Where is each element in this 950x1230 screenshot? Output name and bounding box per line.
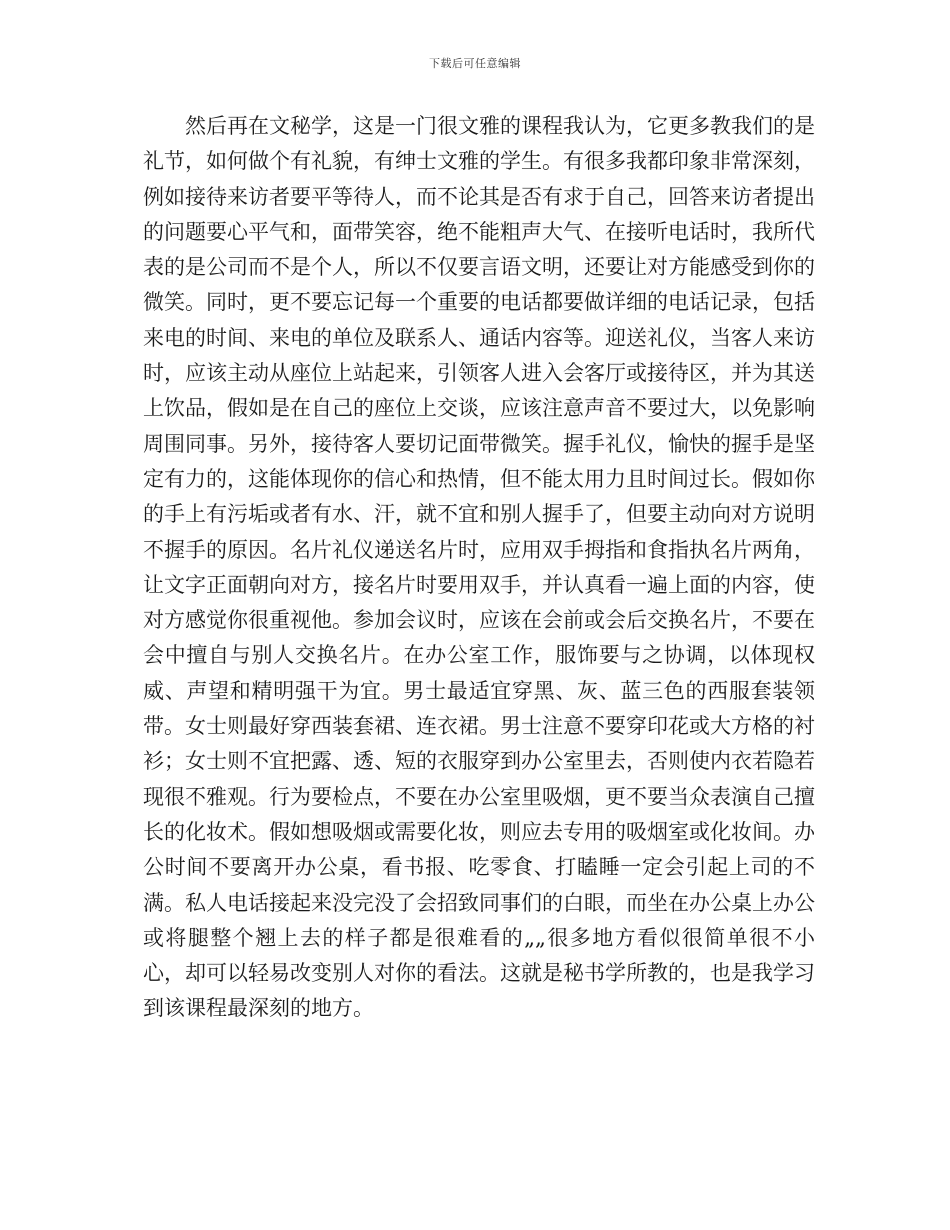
body-paragraph: 然后再在文秘学，这是一门很文雅的课程我认为，它更多教我们的是礼节，如何做个有礼貌，有绅士文雅的学生。有很多我都印象非常深刻，例如接待来访者要平等待人，而不论其是否有求于自己，回答来访者提出的问题要心平气和，面带笑容，绝不能粗声大气、在接听电话时，我所代表的是公司而不是个人，所以不仅要言语文明，还要让对方能感受到你的微笑。同时，更不要忘记每一个重要的电话都要做详细的电话记录，包括来电的时间、来电的单位及联系人、通话内容等。迎送礼仪，当客人来访时，应该主动从座位上站起来，引领客人进入会客厅或接待区，并为其送上饮品，假如是在自己的座位上交谈，应该注意声音不要过大，以免影响周围同事。另外，接待客人要切记面带微笑。握手礼仪，愉快的握手是坚定有力的，这能体现你的信心和热情，但不能太用力且时间过长。假如你的手上有污垢或者有水、汗，就不宜和别人握手了，但要主动向对方说明不握手的原因。名片礼仪递送名片时，应用双手拇指和食指执名片两角，让文字正面朝向对方，接名片时要用双手，并认真看一遍上面的内容，使对方感觉你很重视他。参加会议时，应该在会前或会后交换名片，不要在会中擅自与别人交换名片。在办公室工作，服饰要与之协调，以体现权威、声望和精明强干为宜。男士最适宜穿黑、灰、蓝三色的西服套装领带。女士则最好穿西装套裙、连衣裙。男士注意不要穿印花或大方格的衬衫；女士则不宜把露、透、短的衣服穿到办公室里去，否则使内衣若隐若现很不雅观。行为要检点，不要在办公室里吸烟，更不要当众表演自己擅长的化妆术。假如想吸烟或需要化妆，则应去专用的吸烟室或化妆间。办公时间不要离开办公桌，看书报、吃零食、打瞌睡一定会引起上司的不满。私人电话接起来没完没了会招致同事们的白眼，而坐在办公桌上办公或将腿整个翘上去的样子都是很难看的„„很多地方看似很简单很不小心，却可以轻易改变别人对你的看法。这就是秘书学所教的，也是我学习到该课程最深刻的地方。 bbox=[143, 114, 815, 1021]
page-header: 下载后可任意编辑 bbox=[429, 57, 521, 70]
